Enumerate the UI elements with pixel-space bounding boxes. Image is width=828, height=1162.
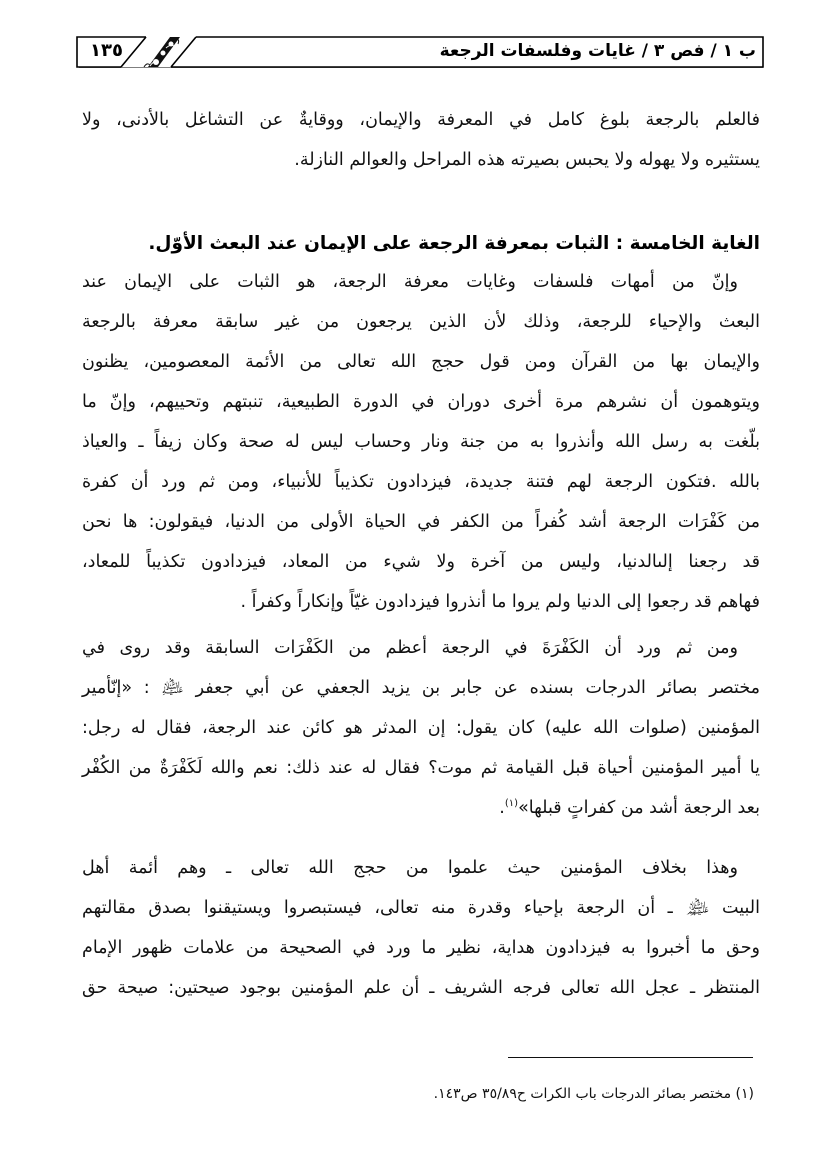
- paragraph-3: [82, 848, 760, 1008]
- text-line: بلّغت به رسل الله وأنذروا به من جنة ونار وحساب ليس له صحة وكان زيفاً ـ والعياذ: [82, 432, 760, 452]
- text-line: فالعلم بالرجعة بلوغ كامل في المعرفة والإيمان، ووقايةٌ عن التشاغل بالأدنى، ولا: [82, 110, 760, 130]
- text-line: قد رجعنا إلىالدنيا، وليس من آخرة ولا شيء من المعاد، فيزدادون تكذيباً للمعاد،: [82, 552, 760, 572]
- intro-paragraph: [82, 100, 760, 180]
- text-line: ويتوهمون أن نشرهم مرة أخرى دوران في الدورة الطبيعية، تنبتهم وتحييهم، وإنّ ما: [82, 392, 760, 412]
- page-number: ١٣٥: [90, 40, 123, 61]
- text-line: المنتظر ـ عجل الله تعالى فرجه الشريف ـ أن علم المؤمنين بوجود صيحتين: صيحة حق: [82, 978, 760, 998]
- paragraph-2: [82, 628, 760, 828]
- text-line: بالله .فتكون الرجعة لهم فتنة جديدة، فيزدادون تكذيباً للأنبياء، ومن ثم ورد أن كفرة: [82, 472, 760, 492]
- text-line: والإيمان بها من القرآن ومن قول حجج الله تعالى من الأئمة المعصومين، يظنون: [82, 352, 760, 372]
- footnote-1: [82, 1082, 754, 1106]
- text-line: وحق ما أخبروا به فيزدادون هداية، نظير ما ورد في الصحيحة من علامات ظهور الإمام: [82, 938, 760, 958]
- text-line: يستثيره ولا يهوله ولا يحبس بصيرته هذه المراحل والعوالم النازلة.: [294, 150, 760, 170]
- text-line: البيت ﵈ ـ أن الرجعة بإحياء وقدرة منه تعالى، فيستبصروا ويستيقنوا بصدق مقالتهم: [82, 898, 760, 918]
- footnote-separator: [508, 1057, 753, 1058]
- footnote-marker: (١): [735, 1086, 754, 1102]
- section-heading: الغاية الخامسة : الثبات بمعرفة الرجعة على الإيمان عند البعث الأوّل.: [148, 233, 760, 254]
- text-line: فهاهم قد رجعوا إلى الدنيا ولم يروا ما أنذروا فيزدادون غيّاً وإنكاراً وكفراً .: [240, 592, 760, 612]
- text-line: وإنّ من أمهات فلسفات وغايات معرفة الرجعة، هو الثبات على الإيمان عند: [82, 272, 738, 292]
- footnote-reference[interactable]: (١): [504, 798, 519, 810]
- text-line: مختصر بصائر الدرجات بسنده عن جابر بن يزيد الجعفي عن أبي جعفر ﵇ : «إنّأمير: [82, 678, 760, 698]
- calligraphy-ornament-icon: [136, 36, 186, 68]
- text-line: يا أمير المؤمنين أحياة قبل القيامة ثم موت؟ فقال له عند ذلك: نعم والله لَكَفْرَةٌ من الكُفْر: [82, 758, 760, 778]
- running-header: [76, 36, 764, 68]
- running-title: ب ١ / فص ٣ / غايات وفلسفات الرجعة: [439, 41, 756, 61]
- footnote-text: مختصر بصائر الدرجات باب الكرات ح٣٥/٨٩ ص١٤٣.: [433, 1086, 732, 1102]
- text-line: من كَفْرَات الرجعة أشد كُفراً من الكفر في الحياة الأولى من الدنيا، فيقولون: ها نحن: [82, 512, 760, 532]
- text-line: وهذا بخلاف المؤمنين حيث علموا من حجج الله تعالى ـ وهم أئمة أهل: [82, 858, 738, 878]
- text-line: ومن ثم ورد أن الكَفْرَةَ في الرجعة أعظم من الكَفْرَات السابقة وقد روى في: [82, 638, 738, 658]
- text-line: المؤمنين (صلوات الله عليه) كان يقول: إن المدثر هو كائن عند الرجعة، فقال له رجل:: [82, 718, 760, 738]
- end-punctuation: .: [499, 798, 505, 818]
- text-line: [82, 788, 760, 828]
- text-line: البعث والإحياء للرجعة، وذلك لأن الذين يرجعون من غير سابقة معرفة بالرجعة: [82, 312, 760, 332]
- quote-end-text: بعد الرجعة أشد من كفراتٍ قبلها»: [518, 798, 760, 818]
- paragraph-1: [82, 262, 760, 622]
